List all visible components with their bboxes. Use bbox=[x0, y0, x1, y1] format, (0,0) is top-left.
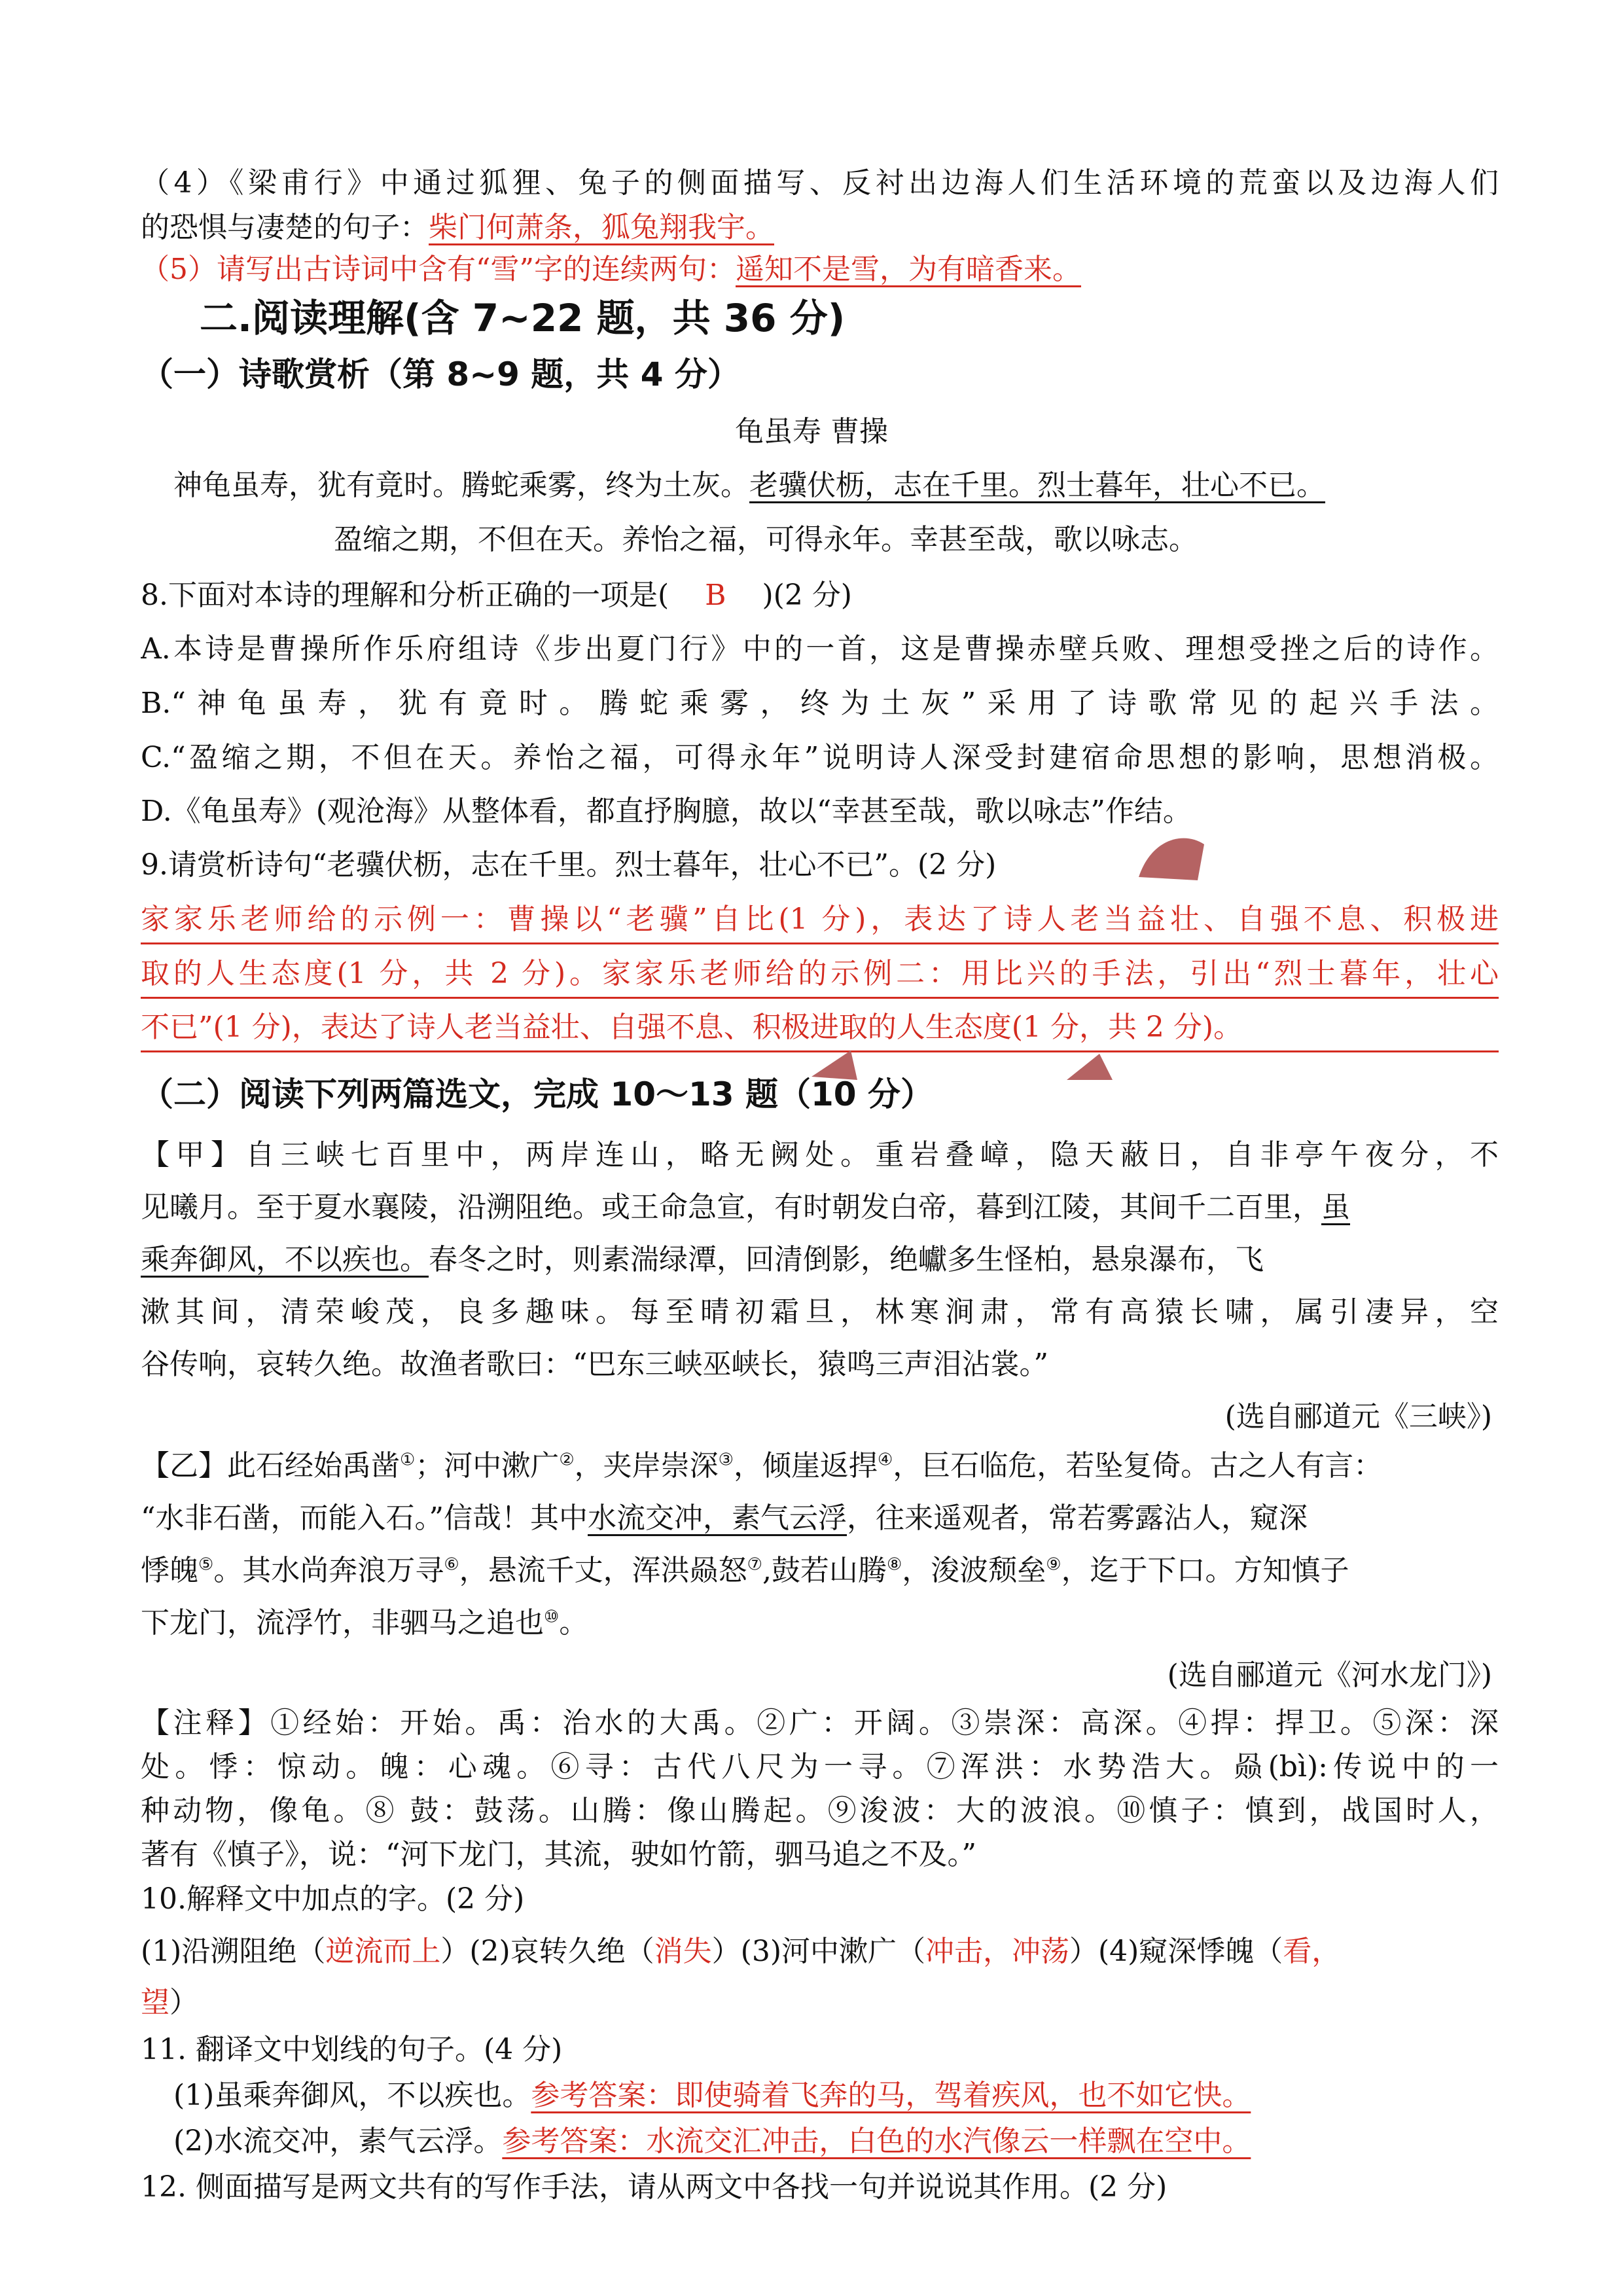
yi-note-ref-1: ① bbox=[400, 1450, 416, 1470]
yi-line3-d: ,鼓若山腾 bbox=[762, 1554, 887, 1587]
q10-item1: (1)沿溯阻绝（ bbox=[141, 1935, 326, 1968]
jia-line3-a: 乘奔御风，不以疾也。 bbox=[141, 1243, 429, 1276]
yi-note-ref-8: ⑧ bbox=[886, 1554, 902, 1575]
q10-answer2: 消失 bbox=[654, 1935, 712, 1968]
yi-note-ref-6: ⑥ bbox=[444, 1554, 459, 1575]
q4-line1: （4）《梁甫行》中通过狐狸、兔子的侧面描写、反衬出边海人们生活环境的荒蛮以及边海人们 bbox=[141, 166, 1499, 200]
yi-line1-d: ，倾崖返捍 bbox=[733, 1449, 878, 1482]
yi-note-ref-9: ⑨ bbox=[1046, 1554, 1061, 1575]
q4-sep: ， bbox=[573, 211, 601, 244]
q10-close: ） bbox=[169, 1986, 198, 2019]
notes-line4: 著有《慎子》，说：“河下龙门，其流，驶如竹箭，驷马追之不及。” bbox=[141, 1838, 976, 1871]
q5-line bbox=[141, 250, 1081, 289]
q11-stem: 11. 翻译文中划线的句子。(4 分) bbox=[141, 2033, 563, 2066]
yi-line1-b: ；河中漱广 bbox=[415, 1449, 560, 1482]
q10-stem: 10.解释文中加点的字。(2 分) bbox=[141, 1882, 525, 1916]
poem-line2: 盈缩之期，不但在天。养怡之福，可得永年。幸甚至哉，歌以咏志。 bbox=[334, 523, 1198, 556]
q12-stem: 12. 侧面描写是两文共有的写作手法，请从两文中各找一句并说说其作用。(2 分) bbox=[141, 2170, 1168, 2204]
q8-option-c: C.“盈缩之期，不但在天。养怡之福，可得永年”说明诗人深受封建宿命思想的影响，思想消极。 bbox=[141, 741, 1499, 774]
q9-answer-line2: 取的人生态度(1 分，共 2 分)。家家乐老师给的示例二：用比兴的手法，引出“烈士暮年，壮心 bbox=[141, 957, 1499, 990]
yi-line3-f: ，迄于下口。方知慎子 bbox=[1061, 1554, 1349, 1587]
notes-line1: 【注释】①经始：开始。禹：治水的大禹。②广：开阔。③崇深：高深。④捍：捍卫。⑤深：深 bbox=[141, 1706, 1499, 1740]
q10-answer4: 看， bbox=[1283, 1935, 1341, 1968]
jia-line2-b: 虽 bbox=[1321, 1191, 1350, 1224]
q11-item1 bbox=[173, 2076, 1251, 2115]
q10-item4: ）(4)窥深悸魄（ bbox=[1069, 1935, 1283, 1968]
yi-note-ref-3: ③ bbox=[718, 1450, 734, 1470]
q11-answer2: 参考答案：水流交汇冲击，白色的水汽像云一样飘在空中。 bbox=[502, 2125, 1251, 2158]
q11-sentence2: (2)水流交冲，素气云浮。 bbox=[173, 2125, 503, 2158]
q9-stem: 9.请赏析诗句“老骥伏枥，志在千里。烈士暮年，壮心不已”。(2 分) bbox=[141, 848, 997, 882]
yi-line3 bbox=[141, 1551, 1349, 1590]
q9-answer-line3: 不已”(1 分)，表达了诗人老当益壮、自强不息、积极进取的人生态度(1 分，共 2 分)。 bbox=[141, 1011, 1243, 1044]
q8-option-d: D.《龟虽寿》(观沧海》从整体看，都直抒胸臆，故以“幸甚至哉，歌以咏志”作结。 bbox=[141, 795, 1192, 828]
yi-line1 bbox=[141, 1446, 1382, 1486]
yi-line3-b: 。其水尚奔浪万寻 bbox=[213, 1554, 444, 1587]
q9-answer-rule1 bbox=[141, 942, 1499, 944]
yi-line2-c: ，往来遥观者，常若雾露沾人，窥深 bbox=[847, 1501, 1308, 1535]
q4-answer-b: 狐兔翔我宇。 bbox=[601, 211, 774, 244]
jia-line3-b: 春冬之时，则素湍绿潭，回清倒影，绝巘多生怪柏，悬泉瀑布，飞 bbox=[429, 1243, 1264, 1276]
q11-sentence1: (1)虽乘奔御风，不以疾也。 bbox=[173, 2079, 531, 2112]
q10-answers bbox=[141, 1932, 1340, 1971]
jia-line2 bbox=[141, 1188, 1499, 1227]
q4-answer-a: 柴门何萧条 bbox=[429, 211, 573, 244]
q8-option-a: A.本诗是曹操所作乐府组诗《步出夏门行》中的一首，这是曹操赤壁兵败、理想受挫之后的诗作。 bbox=[141, 632, 1499, 666]
jia-line1: 【甲】自三峡七百里中，两岸连山，略无阙处。重岩叠嶂，隐天蔽日，自非亭午夜分，不 bbox=[141, 1138, 1499, 1172]
section2-title: 二.阅读理解(含 7~22 题，共 36 分) bbox=[200, 296, 846, 340]
yi-line1-c: ，夹岸崇深 bbox=[574, 1449, 719, 1482]
jia-line5: 谷传响，哀转久绝。故渔者歌曰：“巴东三峡巫峡长，猿鸣三声泪沾裳。” bbox=[141, 1348, 1048, 1381]
q11-item2 bbox=[173, 2122, 1251, 2161]
q9-answer-line1: 家家乐老师给的示例一：曹操以“老骥”自比(1 分)，表达了诗人老当益壮、自强不息、积极进 bbox=[141, 903, 1499, 936]
jia-line2-a: 见曦月。至于夏水襄陵，沿溯阻绝。或王命急宣，有时朝发白帝，暮到江陵，其间千二百里， bbox=[141, 1191, 1321, 1224]
red-mark-1 bbox=[1132, 831, 1211, 884]
q5-num: （5）请写出古诗词中含有“雪”字的连续两句： bbox=[141, 253, 736, 286]
yi-line2-a: “水非石凿，而能入石。”信哉！其中 bbox=[141, 1501, 588, 1535]
yi-line2 bbox=[141, 1499, 1308, 1538]
jia-line3 bbox=[141, 1240, 1264, 1280]
sub1-title: （一）诗歌赏析（第 8~9 题，共 4 分） bbox=[141, 355, 740, 393]
yi-line1-a: 【乙】此石经始禹凿 bbox=[141, 1449, 400, 1482]
poem-line1-a: 神龟虽寿，犹有竟时。腾蛇乘雾，终为土灰。 bbox=[173, 469, 749, 502]
q5-answer: 遥知不是雪，为有暗香来。 bbox=[735, 253, 1081, 286]
yi-note-ref-10: ⑩ bbox=[544, 1607, 560, 1627]
poem-title: 龟虽寿 曹操 bbox=[735, 415, 888, 448]
q4-prefix: 的恐惧与凄楚的句子： bbox=[141, 211, 429, 244]
yi-source: (选自郦道元《河水龙门》) bbox=[1167, 1659, 1492, 1692]
yi-line3-c: ，悬流千丈，浑洪赑怒 bbox=[459, 1554, 747, 1587]
q10-answer3: 冲击，冲荡 bbox=[925, 1935, 1069, 1968]
q4-line2 bbox=[141, 208, 774, 247]
yi-line1-e: ，巨石临危，若坠复倚。古之人有言： bbox=[893, 1449, 1383, 1482]
sub2-title: （二）阅读下列两篇选文，完成 10～13 题（10 分） bbox=[141, 1075, 933, 1113]
poem-line1-b: 老骥伏枥，志在千里。烈士暮年，壮心不已。 bbox=[749, 469, 1325, 502]
yi-note-ref-5: ⑤ bbox=[198, 1554, 214, 1575]
q8-stem bbox=[141, 576, 852, 615]
q8-answer: B bbox=[705, 579, 726, 612]
yi-line3-a: 悸魄 bbox=[141, 1554, 198, 1587]
yi-line2-b: 水流交冲，素气云浮 bbox=[588, 1501, 847, 1535]
yi-line4-a: 下龙门，流浮竹，非驷马之追也 bbox=[141, 1606, 544, 1640]
yi-note-ref-7: ⑦ bbox=[747, 1554, 762, 1575]
q10-item3: ）(3)河中漱广（ bbox=[711, 1935, 925, 1968]
yi-line4 bbox=[141, 1604, 588, 1643]
notes-line3: 种动物，像龟。⑧ 鼓：鼓荡。山腾：像山腾起。⑨浚波：大的波浪。⑩慎子：慎到，战国时人， bbox=[141, 1794, 1499, 1827]
yi-note-ref-4: ④ bbox=[877, 1450, 893, 1470]
q8-stem-b: )(2 分) bbox=[762, 579, 852, 612]
jia-line4: 漱其间，清荣峻茂，良多趣味。每至晴初霜旦，林寒涧肃，常有高猿长啸，属引凄异，空 bbox=[141, 1295, 1499, 1329]
q10-answers-cont bbox=[141, 1983, 198, 2022]
q11-answer1: 参考答案：即使骑着飞奔的马，驾着疾风，也不如它快。 bbox=[531, 2079, 1251, 2112]
yi-line4-b: 。 bbox=[559, 1606, 588, 1640]
q8-option-b: B.“神龟虽寿，犹有竟时。腾蛇乘雾，终为土灰”采用了诗歌常见的起兴手法。 bbox=[141, 687, 1499, 720]
q10-item2: ）(2)哀转久绝（ bbox=[440, 1935, 654, 1968]
notes-line2: 处。悸：惊动。魄：心魂。⑥寻：古代八尺为一寻。⑦浑洪：水势浩大。赑(bì):传说中的一 bbox=[141, 1750, 1499, 1784]
q10-answer1: 逆流而上 bbox=[325, 1935, 441, 1968]
q10-answer4-cont: 望 bbox=[141, 1986, 169, 2019]
q8-stem-a: 8.下面对本诗的理解和分析正确的一项是( bbox=[141, 579, 669, 612]
yi-line3-e: ，浚波颓垒 bbox=[902, 1554, 1046, 1587]
q9-answer-rule2 bbox=[141, 997, 1499, 999]
jia-source: (选自郦道元《三峡》) bbox=[1224, 1400, 1492, 1433]
yi-note-ref-2: ② bbox=[559, 1450, 575, 1470]
poem-line1 bbox=[173, 466, 1325, 505]
